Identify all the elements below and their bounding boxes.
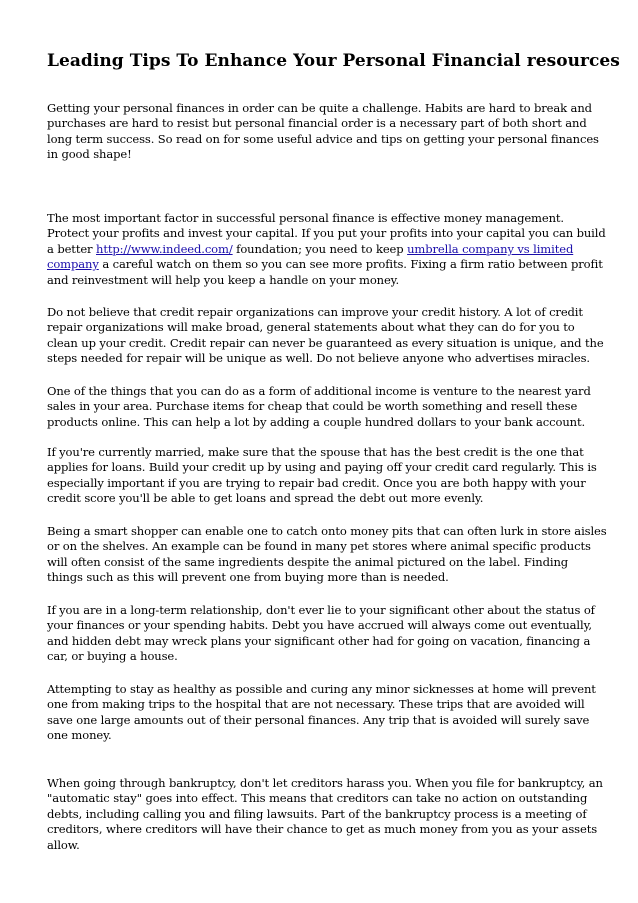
paragraph-health: Attempting to stay as healthy as possible and curing any minor sicknesses at home will prevent one from making trips to the hospital that are not necessary. These trips that are avoided will save one large amounts out of their personal finances. Any trip that is avoided will surely save one money. bbox=[47, 682, 596, 743]
paragraph-relationship: If you are in a long-term relationship, don't ever lie to your significant other about the status of your finances or your spending habits. Debt you have accrued will always come out eventually, and hidden debt may wreck plans your significant other had for going on vacation, financing a car, or buying a house. bbox=[47, 603, 595, 664]
paragraph-text: The most important factor in successful personal finance is effective money management. Protect your profits and invest your capital. If you put your profits into your capital you can build a better bbox=[47, 211, 606, 256]
paragraph-married-credit: If you're currently married, make sure that the spouse that has the best credit is the one that applies for loans. Build your credit up by using and paying off your credit card regularly. This is especially important if you are trying to repair bad credit. Once you are both happy with your credit score you'll be able to get loans and spread the debt out more evenly. bbox=[47, 445, 597, 506]
umbrella-company-link[interactable]: umbrella company vs limited company bbox=[47, 241, 574, 272]
paragraph-bankruptcy: When going through bankruptcy, don't let creditors harass you. When you file for bankruptcy, an "automatic stay" goes into effect. This means that creditors can take no action on outstanding debts, including calling you and filing lawsuits. Part of the bankruptcy process is a meeting of creditors, where creditors will have their chance to get as much money from you as your assets allow. bbox=[47, 776, 603, 852]
paragraph-yard-sales: One of the things that you can do as a form of additional income is venture to the nearest yard sales in your area. Purchase items for cheap that could be worth something and resell these products online. This can help a lot by adding a couple hundred dollars to your bank account. bbox=[47, 384, 591, 429]
paragraph-credit-repair: Do not believe that credit repair organizations can improve your credit history. A lot of credit repair organizations will make broad, general statements about what they can do for you to clean up your credit. Credit repair can never be guaranteed as every situation is unique, and the steps needed for repair will be unique as well. Do not believe anyone who advertises miracles. bbox=[47, 305, 604, 366]
page-title: Leading Tips To Enhance Your Personal Financial resources bbox=[47, 51, 620, 71]
paragraph-intro: Getting your personal finances in order can be quite a challenge. Habits are hard to break and purchases are hard to resist but personal financial order is a necessary part of both short and long term success. So read on for some useful advice and tips on getting your personal finances in good shape! bbox=[47, 101, 599, 162]
indeed-link[interactable]: http://www.indeed.com/ bbox=[96, 241, 233, 256]
paragraph-text: a careful watch on them so you can see more profits. Fixing a firm ratio between profit and reinvestment will help you keep a handle on your money. bbox=[47, 257, 603, 287]
paragraph-smart-shopper: Being a smart shopper can enable one to catch onto money pits that can often lurk in store aisles or on the shelves. An example can be found in many pet stores where animal specific products will often consist of the same ingredients despite the animal pictured on the label. Finding things such as this will prevent one from buying more than is needed. bbox=[47, 524, 607, 585]
paragraph-money-management bbox=[47, 211, 607, 288]
paragraph-text: foundation; you need to keep bbox=[232, 241, 408, 256]
